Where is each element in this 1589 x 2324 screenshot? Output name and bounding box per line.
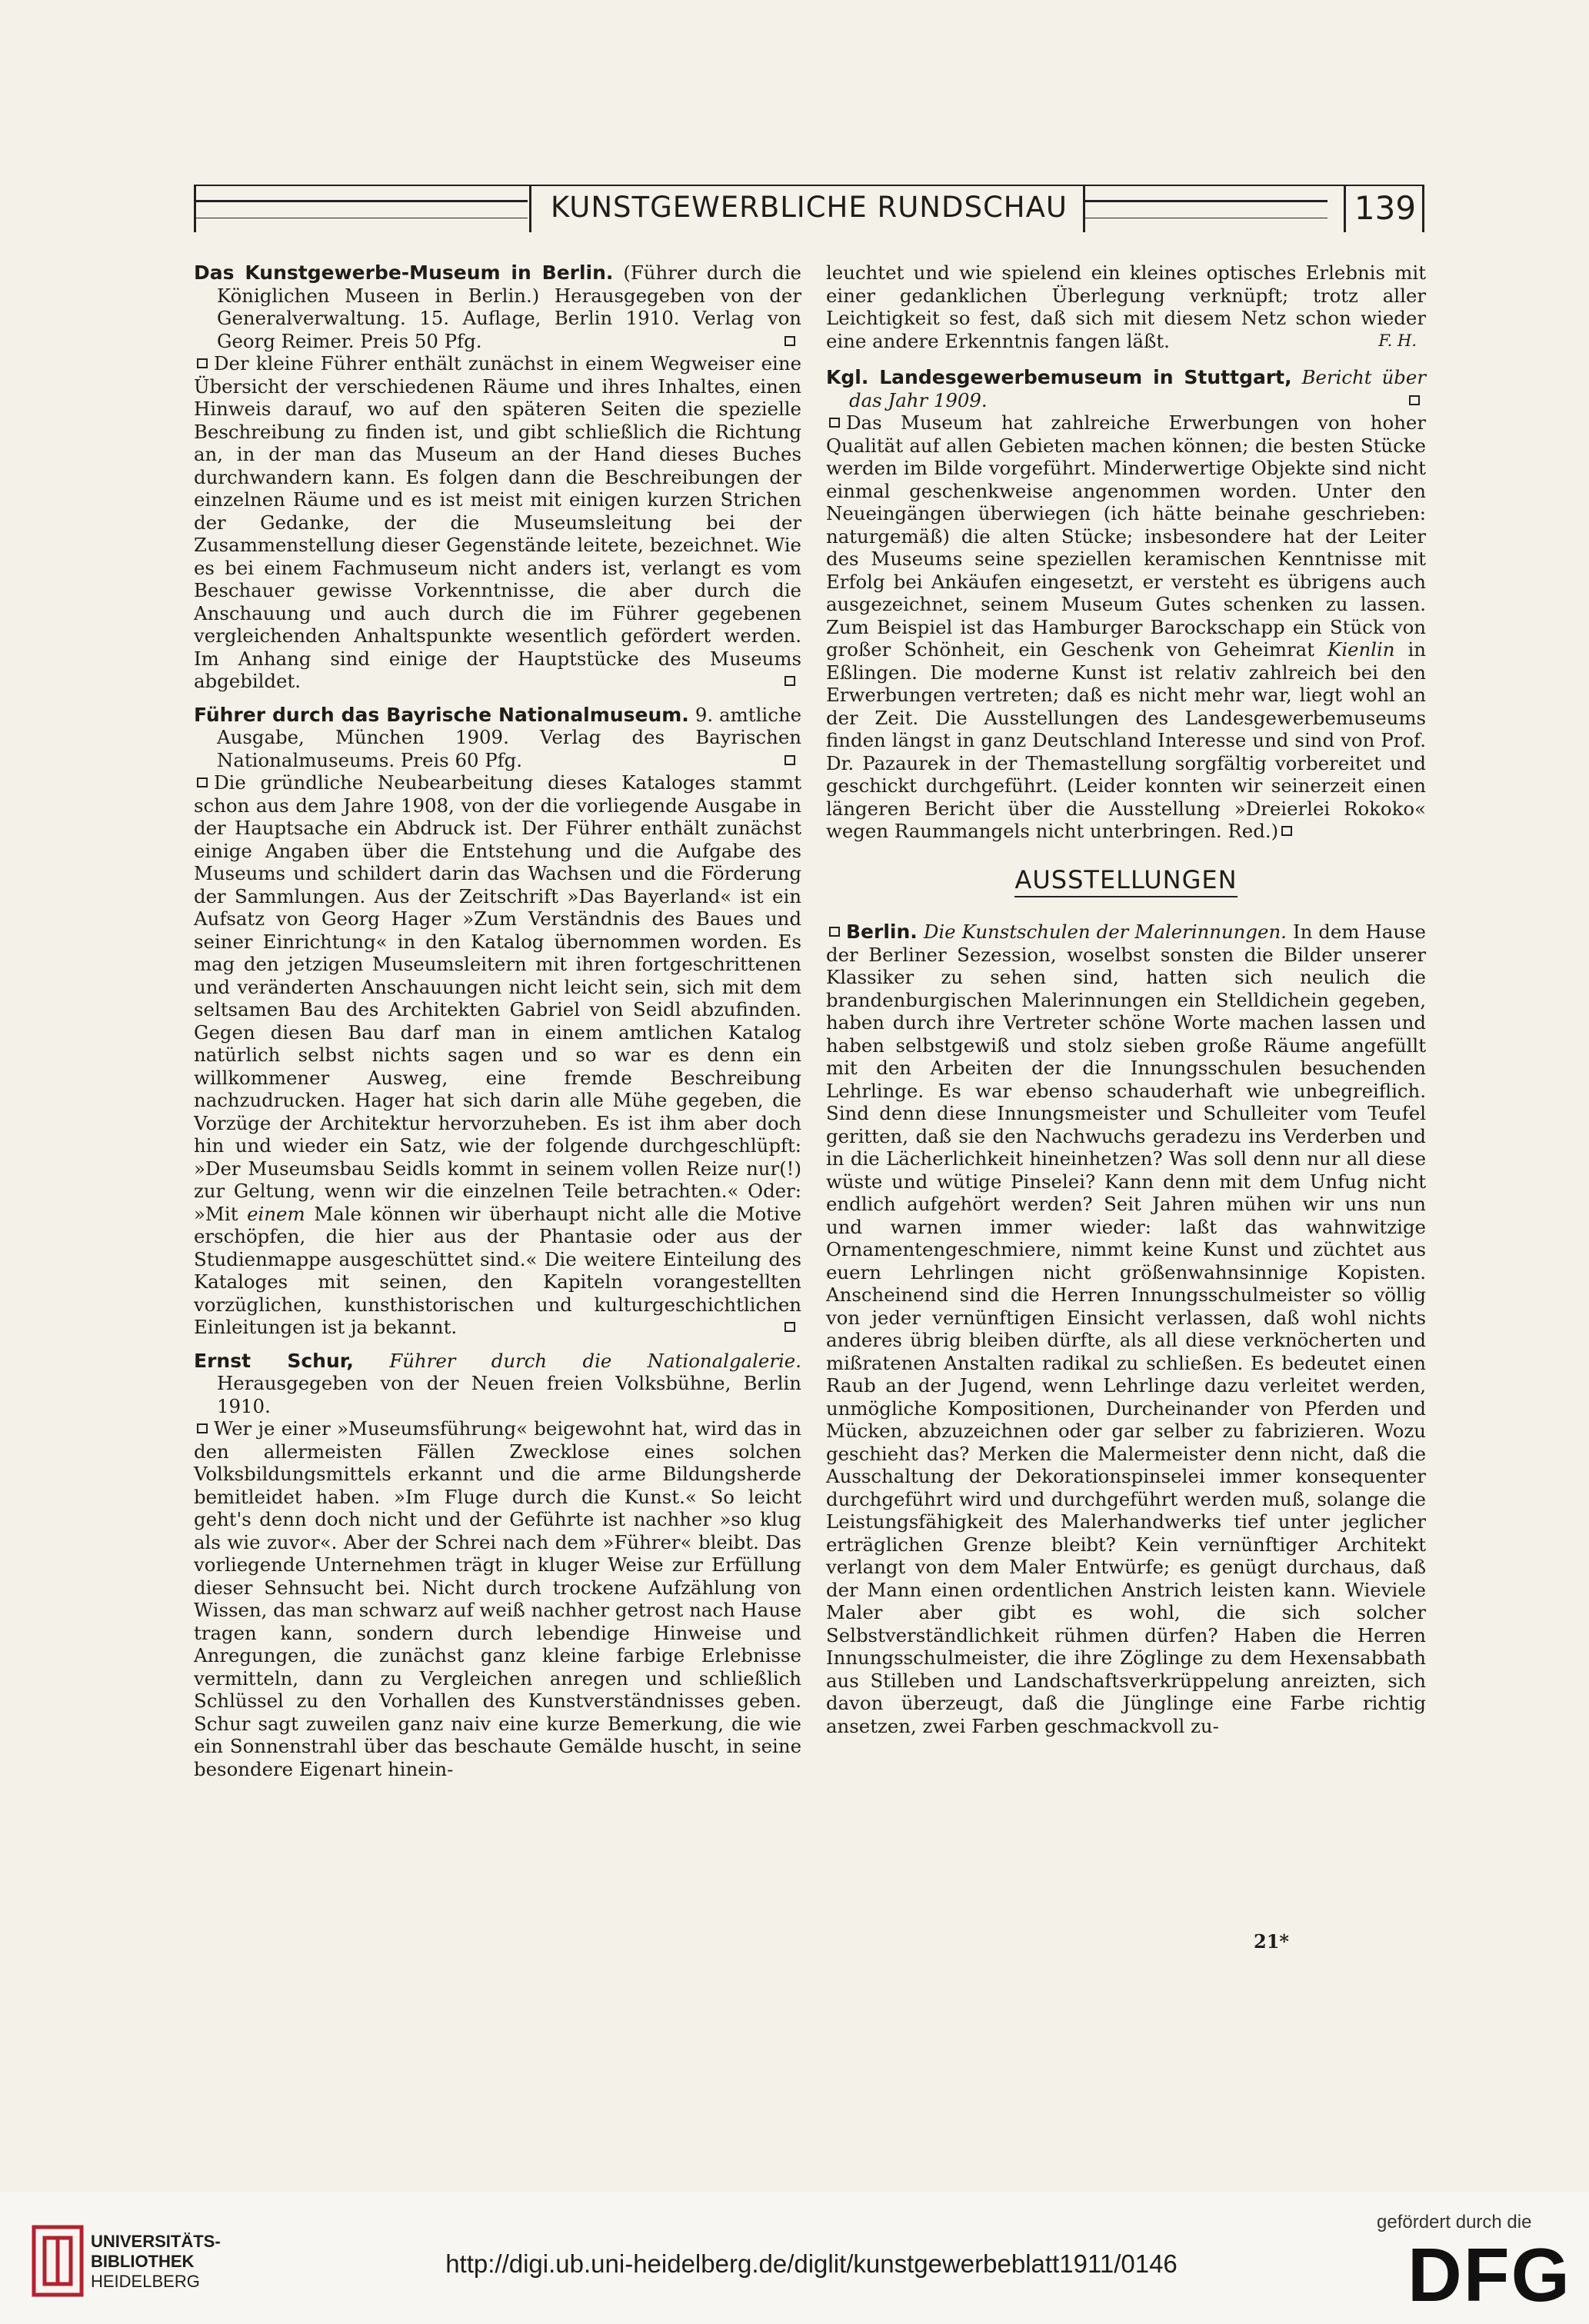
entry-body — [194, 352, 801, 693]
funding-label: gefördert durch die — [1377, 2212, 1532, 2232]
entry-lead: Kgl. Landesgewerbemuseum in Stuttgart, — [826, 366, 1292, 388]
entry-body — [826, 261, 1426, 352]
author-initials: F. H. — [1378, 331, 1417, 350]
header-divider — [1422, 185, 1424, 232]
entry-body — [194, 1417, 801, 1780]
header-rule-left — [194, 200, 528, 218]
section-heading — [826, 864, 1426, 894]
review-entry-continued — [826, 261, 1426, 352]
entry-body-text: Die gründliche Neubearbeitung dieses Kataloges stammt schon aus dem Jahre 1908, von der die vorliegende Ausgabe in der Hauptsache ein Abdruck ist. Der Führer enthält zunächst einige Angaben über die Entstehung und die Aufgabe des Museums und schildert darin das Wachsen und die Förderung der Sammlungen. Aus der Zeitschrift »Das Bayerland« ist ein Aufsatz von Georg Hager »Zum Verständnis des Baues und seiner Einrichtung« in den Katalog übernommen worden. Es mag den jetzigen Museumsleitern mit ihren fortgeschrittenen und veränderten Anschauungen nicht leicht sein, sich mit dem seltsamen Bau des Architekten Gabriel von Seidl abzufinden. Gegen diesen Bau darf man in einem amtlichen Katalog natürlich selbst nichts sagen und so war es denn ein willkommener Ausweg, eine fremde Beschreibung nachzudrucken. Hager hat sich darin alle Mühe gegeben, die Vorzüge der Architektur hervorzuheben. Es ist ihm aber doch hin und wieder ein Satz, wie der folgende durchgeschlüpft: »Der Museumsbau Seidls kommt in seinem vollen Reize nur(!) zur Geltung, wenn wir die einzelnen Teile betrachten.« Oder: »Mit — [194, 771, 801, 1225]
square-bullet-icon — [829, 418, 840, 428]
square-bullet-icon — [829, 927, 840, 937]
section-heading-text: AUSSTELLUNGEN — [1014, 865, 1237, 897]
square-bullet-icon — [785, 755, 795, 765]
entry-body-text: Das Museum hat zahlreiche Erwerbungen von hoher Qualität auf allen Gebieten machen können; die besten Stücke werden im Bilde vorgeführt. Minderwertige Objekte sind nicht einmal geschenkweise angenommen worden. Unter den Neueingängen überwiegen (ich hätte beinahe geschrieben: naturgemäß) die alten Stücke; insbesondere hat der Leiter des Museums seine speziellen keramischen Kenntnisse mit Erfolg bei Ankäufen eingesetzt, er versteht es übrigens auch ausgezeichnet, seinem Museum Gutes schenken zu lassen. Zum Beispiel ist das Hamburger Barockschapp ein Stück von großer Schönheit, ein Geschenk von Geheimrat — [826, 411, 1426, 661]
review-entry — [826, 366, 1426, 843]
entry-title-text: Herausgegeben von der Neuen freien Volksbühne, Berlin 1910. — [217, 1372, 801, 1417]
header-divider — [1344, 185, 1346, 232]
square-bullet-icon — [785, 336, 795, 346]
entry-body-text: Male können wir überhaupt nicht alle die Motive erschöpfen, die hier aus der Phantasie oder aus der Studienmappe ausgeschüttet sind.« Die weitere Einteilung des Kataloges mit seinen, den Kapiteln vorangestellten vorzüglichen, kunsthistorischen und kulturgeschichtlichen Einleitungen ist ja bekannt. — [194, 1202, 801, 1338]
entry-heading — [194, 704, 801, 772]
square-bullet-icon — [1409, 395, 1420, 405]
library-name-line: HEIDELBERG — [91, 2272, 200, 2291]
header-divider — [529, 185, 531, 232]
entry-title-text: 9. amtliche Ausgabe, München 1909. Verlag des Bayrischen Nationalmuseums. Preis 60 Pfg. — [217, 703, 801, 771]
signature-mark: 21* — [1254, 1930, 1289, 1953]
square-bullet-icon — [785, 1322, 795, 1332]
left-column — [194, 261, 801, 1791]
entry-body — [194, 771, 801, 1339]
entry-title-italic: Bericht über das Jahr 1909. — [849, 366, 1426, 411]
library-name-line: UNIVERSITÄTS- — [91, 2232, 221, 2251]
entry-lead: Ernst Schur, — [194, 1349, 354, 1372]
entry-heading — [826, 366, 1426, 411]
entry-title-italic: Führer durch die Nationalgalerie. — [389, 1349, 801, 1372]
entry-body-text: leuchtet und wie spielend ein kleines optisches Erlebnis mit einer gedanklichen Überlegung verknüpft; trotz aller Leichtigkeit so fest, daß sich mit diesem Netz schon wieder eine andere Erkenntnis fangen läßt. — [826, 261, 1426, 352]
entry-body-text: Der kleine Führer enthält zunächst in einem Wegweiser eine Übersicht der verschiedenen Räume und ihres Inhaltes, einen Hinweis darauf, wo auf den späteren Seiten die spezielle Beschreibung zu finden ist, und gibt schließlich die Richtung an, in der man das Museum an der Hand dieses Buches durchwandern kann. Es folgen dann die Beschreibungen der einzelnen Räume und es ist meist mit einigen kurzen Strichen der Gedanke, der die Museumsleitung bei der Zusammenstellung dieser Gegenstände leitete, bezeichnet. Wie es bei einem Fachmuseum nicht anders ist, verlangt es vom Beschauer gewisse Vorkenntnisse, die aber durch die Anschauung und auch durch die im Führer gegebenen vergleichenden Anhaltspunkte wesentlich gefördert werden. Im Anhang sind einige der Hauptstücke des Museums abgebildet. — [194, 352, 801, 692]
review-entry — [194, 704, 801, 1339]
page-number: 139 — [1354, 189, 1417, 227]
entry-emphasis: Kienlin — [1327, 638, 1395, 661]
dfg-logo: DFG — [1407, 2232, 1571, 2317]
entry-emphasis: einem — [247, 1202, 305, 1225]
entry-lead: Führer durch das Bayrische Nationalmuseum. — [194, 703, 689, 726]
entry-lead: Das Kunstgewerbe-Museum in Berlin. — [194, 261, 614, 284]
square-bullet-icon — [785, 676, 795, 686]
digitization-footer — [0, 2192, 1589, 2324]
entry-heading — [194, 1350, 801, 1418]
square-bullet-icon — [197, 1423, 208, 1433]
entry-title-text: (Führer durch die Königlichen Museen in Berlin.) Herausgegeben von der Generalverwaltung. 15. Auflage, Berlin 1910. Verlag von Georg Reimer. Preis 50 Pfg. — [217, 261, 801, 352]
square-bullet-icon — [1281, 826, 1292, 836]
right-column — [826, 261, 1426, 1748]
header-rule-right — [1084, 200, 1327, 218]
review-entry — [194, 1350, 801, 1781]
university-library-logo-icon — [31, 2222, 85, 2299]
review-entry — [194, 261, 801, 693]
entry-lead: Berlin. — [846, 921, 918, 943]
entry-body-text: In dem Hause der Berliner Sezession, woselbst sonsten die Bilder unserer Klassiker zu sehen sind, hatten sich neulich die brandenburgischen Malerinnungen ein Stelldichein gegeben, haben durch ihre Vertreter schöne Worte machen lassen und haben selbstgewiß und stolz sieben große Räume angefüllt mit den Arbeiten der die Innungsschulen besuchenden Lehrlinge. Es war ebenso schauderhaft wie unbegreiflich. Sind denn diese Innungsmeister und Schulleiter vom Teufel geritten, daß sie den Nachwuchs geradezu ins Verderben und in die Lächerlichkeit hineinhetzen? Was soll denn nur all diese wüste und wütige Pinselei? Kann denn mit dem Unfug nicht endlich aufgehört werden? Seit Jahren mühen wir uns nun und warnen immer wieder: laßt das wahnwitzige Ornamentengeschmiere, nimmt keine Kunst und züchtet aus euern Lehrlingen nicht größenwahnsinnige Kopisten. Anscheinend sind die Herren Innungsschulmeister so völlig von jeder vernünftigen Einsicht verlassen, daß wohl nichts anderes übrig bleiben dürfte, als all diese verknöcherten und mißratenen Anstalten radikal zu schließen. Es bedeutet einen Raub an der Jugend, wenn Lehrlinge dazu verleitet werden, unmögliche Kompositionen, Durcheinander von Pferden und Mücken, abzuzeichnen oder gar selber zu fabrizieren. Wozu geschieht das? Merken die Malermeister denn nicht, daß die Ausschaltung der Dekorationspinselei immer konsequenter durchgeführt wird und durchgeführt werden muß, solange die Leistungsfähigkeit des Malerhandwerks tief unter jeglicher erträglichen Grenze bleibt? Kein vernünftiger Architekt verlangt von dem Maler Entwürfe; es genügt durchaus, daß der Mann einen ordentlichen Anstrich leisten kann. Wieviele Maler aber gibt es wohl, die sich solcher Selbstverständlichkeit rühmen dürfen? Haben die Herren Innungsschulmeister, die ihre Zöglinge zu dem Hexensabbath aus Stilleben und Landschaftsverkrüppelung anreizten, sich davon überzeugt, daß die Jünglinge eine Farbe richtig ansetzen, zwei Farben geschmackvoll zu- — [826, 921, 1426, 1737]
source-url[interactable]: http://digi.ub.uni-heidelberg.de/diglit/kunstgewerbeblatt1911/0146 — [445, 2249, 1178, 2278]
header-top-rule — [194, 185, 1424, 186]
square-bullet-icon — [197, 777, 208, 787]
entry-body — [826, 411, 1426, 843]
entry-title-italic: Die Kunstschulen der Malerinnungen. — [923, 921, 1287, 943]
entry-heading — [194, 261, 801, 352]
review-entry — [826, 921, 1426, 1737]
entry-body — [826, 921, 1426, 1737]
entry-body-text: in Eßlingen. Die moderne Kunst ist relativ zahlreich bei den Erwerbungen vertreten; daß es nicht mehr war, liegt wohl an der Zeit. Die Ausstellungen des Landesgewerbemuseums finden längst in ganz Deutschland Interesse und sind von Prof. Dr. Pazaurek in der Themastellung sorgfältig vorbereitet und geschickt durchgeführt. (Leider konnten wir seinerzeit einen längeren Bericht über die Ausstellung »Dreierlei Rokoko« wegen Raummangels nicht unterbringen. Red.) — [826, 638, 1426, 842]
library-name — [91, 2232, 221, 2292]
running-title: KUNSTGEWERBLICHE RUNDSCHAU — [550, 191, 1068, 224]
running-header — [194, 185, 1424, 232]
square-bullet-icon — [197, 358, 208, 368]
entry-body-text: Wer je einer »Museumsführung« beigewohnt hat, wird das in den allermeisten Fällen Zwecklose eines solchen Volksbildungsmittels erkannt und die arme Bildungsherde bemitleidet haben. »Im Fluge durch die Kunst.« So leicht geht's denn doch nicht und der Geführte ist nachher »so klug als wie zuvor«. Aber der Schrei nach dem »Führer« bleibt. Das vorliegende Unternehmen trägt in kluger Weise zur Erfüllung dieser Sehnsucht bei. Nicht durch trockene Aufzählung von Wissen, das man schwarz auf weiß nachher getrost nach Hause tragen kann, sondern durch lebendige Hinweise und Anregungen, die zunächst ganz kleine farbige Erlebnisse vermitteln, dann zu Vergleichen anregen und schließlich Schlüssel zu den Vorhallen des Kunstverständnisses geben. Schur sagt zuweilen ganz naiv eine kurze Bemerkung, die wie ein Sonnenstrahl über das beschaute Gemälde huscht, in seine besondere Eigenart hinein- — [194, 1417, 801, 1780]
library-name-line: BIBLIOTHEK — [91, 2252, 195, 2271]
